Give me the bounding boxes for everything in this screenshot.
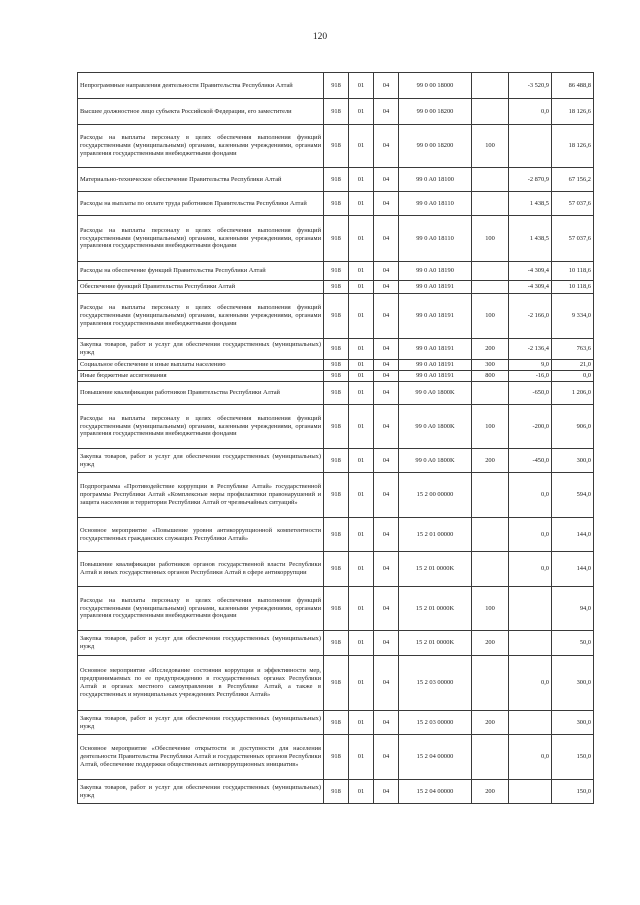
row-section-code: 01 [349, 216, 374, 262]
row-subsection-code: 04 [374, 711, 399, 735]
row-expense-type [472, 281, 509, 294]
row-subsection-code: 04 [374, 552, 399, 587]
row-section-code: 01 [349, 382, 374, 405]
table-row [78, 518, 594, 552]
row-expense-type: 100 [472, 294, 509, 339]
row-grbs-code: 918 [324, 449, 349, 473]
row-target-article: 15 2 04 00000 [399, 735, 472, 780]
row-total-amount: 57 037,6 [552, 192, 594, 216]
row-target-article: 99 0 A0 18110 [399, 216, 472, 262]
table-row [78, 371, 594, 382]
table-row [78, 281, 594, 294]
row-name: Расходы на выплаты персоналу в целях обеспечения выполнения функций государственными (муниципальными) органами, казенными учреждениями, органами управления государственными внебюджетными фондами [78, 405, 324, 449]
table-row [78, 587, 594, 631]
row-total-amount: 10 118,6 [552, 281, 594, 294]
row-section-code: 01 [349, 405, 374, 449]
row-subsection-code: 04 [374, 262, 399, 281]
row-grbs-code: 918 [324, 631, 349, 656]
row-change-amount: -2 166,0 [509, 294, 552, 339]
row-target-article: 99 0 A0 18191 [399, 371, 472, 382]
row-expense-type [472, 99, 509, 125]
table-row [78, 449, 594, 473]
table-row [78, 192, 594, 216]
row-total-amount: 300,0 [552, 449, 594, 473]
row-total-amount: 150,0 [552, 735, 594, 780]
row-subsection-code: 04 [374, 518, 399, 552]
row-section-code: 01 [349, 125, 374, 168]
page-number: 120 [312, 32, 328, 42]
row-expense-type [472, 73, 509, 99]
table-row [78, 339, 594, 360]
row-subsection-code: 04 [374, 382, 399, 405]
row-name: Материально-техническое обеспечение Правительства Республики Алтай [78, 168, 324, 192]
table-row [78, 405, 594, 449]
row-change-amount: 0,0 [509, 656, 552, 711]
row-expense-type [472, 735, 509, 780]
row-total-amount: 594,0 [552, 473, 594, 518]
row-expense-type: 800 [472, 371, 509, 382]
row-expense-type [472, 473, 509, 518]
row-subsection-code: 04 [374, 192, 399, 216]
row-total-amount: 763,6 [552, 339, 594, 360]
table-row [78, 216, 594, 262]
row-change-amount: 0,0 [509, 735, 552, 780]
row-change-amount: -650,0 [509, 382, 552, 405]
row-expense-type: 200 [472, 339, 509, 360]
row-target-article: 99 0 A0 18100 [399, 168, 472, 192]
row-target-article: 99 0 A0 18191 [399, 294, 472, 339]
row-expense-type [472, 552, 509, 587]
row-subsection-code: 04 [374, 631, 399, 656]
row-name: Основное мероприятие «Повышение уровня антикоррупционной компетентности государственных гражданских служащих Республики Алтай» [78, 518, 324, 552]
row-change-amount: 1 438,5 [509, 192, 552, 216]
row-total-amount: 300,0 [552, 711, 594, 735]
row-grbs-code: 918 [324, 382, 349, 405]
row-section-code: 01 [349, 360, 374, 371]
row-change-amount [509, 125, 552, 168]
row-name: Обеспечение функций Правительства Республики Алтай [78, 281, 324, 294]
table-row [78, 168, 594, 192]
row-name: Закупка товаров, работ и услуг для обеспечения государственных (муниципальных) нужд [78, 711, 324, 735]
row-change-amount [509, 587, 552, 631]
row-section-code: 01 [349, 281, 374, 294]
row-grbs-code: 918 [324, 518, 349, 552]
row-total-amount: 57 037,6 [552, 216, 594, 262]
row-target-article: 15 2 04 00000 [399, 780, 472, 804]
table-row [78, 780, 594, 804]
row-subsection-code: 04 [374, 371, 399, 382]
row-grbs-code: 918 [324, 735, 349, 780]
row-grbs-code: 918 [324, 168, 349, 192]
row-target-article: 15 2 01 0000K [399, 552, 472, 587]
row-grbs-code: 918 [324, 371, 349, 382]
row-change-amount: 0,0 [509, 99, 552, 125]
row-expense-type: 300 [472, 360, 509, 371]
row-subsection-code: 04 [374, 405, 399, 449]
row-change-amount: -2 870,9 [509, 168, 552, 192]
row-change-amount: -450,0 [509, 449, 552, 473]
row-target-article: 99 0 00 18000 [399, 73, 472, 99]
row-grbs-code: 918 [324, 281, 349, 294]
table-row [78, 711, 594, 735]
row-grbs-code: 918 [324, 405, 349, 449]
row-target-article: 15 2 01 0000K [399, 631, 472, 656]
row-grbs-code: 918 [324, 711, 349, 735]
row-section-code: 01 [349, 449, 374, 473]
row-target-article: 99 0 00 18200 [399, 125, 472, 168]
row-total-amount: 300,0 [552, 656, 594, 711]
row-section-code: 01 [349, 371, 374, 382]
row-change-amount: -4 309,4 [509, 281, 552, 294]
row-section-code: 01 [349, 192, 374, 216]
row-section-code: 01 [349, 262, 374, 281]
table-row [78, 125, 594, 168]
row-expense-type [472, 262, 509, 281]
row-change-amount [509, 711, 552, 735]
table-row [78, 99, 594, 125]
row-subsection-code: 04 [374, 73, 399, 99]
row-total-amount: 18 126,6 [552, 99, 594, 125]
row-subsection-code: 04 [374, 473, 399, 518]
row-total-amount: 67 156,2 [552, 168, 594, 192]
row-target-article: 99 0 A0 18191 [399, 360, 472, 371]
row-target-article: 99 0 A0 18191 [399, 339, 472, 360]
row-grbs-code: 918 [324, 99, 349, 125]
row-change-amount: -16,0 [509, 371, 552, 382]
row-name: Социальное обеспечение и иные выплаты населению [78, 360, 324, 371]
row-subsection-code: 04 [374, 99, 399, 125]
row-total-amount: 906,0 [552, 405, 594, 449]
row-expense-type: 100 [472, 216, 509, 262]
row-subsection-code: 04 [374, 294, 399, 339]
row-section-code: 01 [349, 518, 374, 552]
row-section-code: 01 [349, 99, 374, 125]
row-section-code: 01 [349, 656, 374, 711]
row-section-code: 01 [349, 735, 374, 780]
row-target-article: 15 2 03 00000 [399, 656, 472, 711]
row-total-amount: 144,0 [552, 552, 594, 587]
row-target-article: 99 0 A0 18191 [399, 281, 472, 294]
row-change-amount: 0,0 [509, 473, 552, 518]
row-grbs-code: 918 [324, 473, 349, 518]
row-name: Закупка товаров, работ и услуг для обеспечения государственных (муниципальных) нужд [78, 339, 324, 360]
row-expense-type: 100 [472, 405, 509, 449]
row-subsection-code: 04 [374, 281, 399, 294]
row-grbs-code: 918 [324, 125, 349, 168]
row-expense-type [472, 168, 509, 192]
row-total-amount: 10 118,6 [552, 262, 594, 281]
table-row [78, 73, 594, 99]
row-name: Расходы на выплаты персоналу в целях обеспечения выполнения функций государственными (муниципальными) органами, казенными учреждениями, органами управления государственными внебюджетными фондами [78, 294, 324, 339]
row-subsection-code: 04 [374, 656, 399, 711]
row-total-amount: 144,0 [552, 518, 594, 552]
row-target-article: 15 2 00 00000 [399, 473, 472, 518]
row-name: Основное мероприятие «Обеспечение открытости и доступности для населения деятельности Правительства Республики Алтай и государственных органов Республики Алтай, обеспечение поддержки общественных антикоррупционных инициатив» [78, 735, 324, 780]
row-grbs-code: 918 [324, 192, 349, 216]
row-grbs-code: 918 [324, 216, 349, 262]
row-total-amount: 0,0 [552, 371, 594, 382]
row-section-code: 01 [349, 168, 374, 192]
row-change-amount: 0,0 [509, 518, 552, 552]
row-expense-type: 200 [472, 631, 509, 656]
row-change-amount: -2 136,4 [509, 339, 552, 360]
row-target-article: 99 0 A0 18110 [399, 192, 472, 216]
row-name: Непрограммные направления деятельности Правительства Республики Алтай [78, 73, 324, 99]
row-change-amount [509, 631, 552, 656]
table-row [78, 552, 594, 587]
row-name: Закупка товаров, работ и услуг для обеспечения государственных (муниципальных) нужд [78, 449, 324, 473]
row-section-code: 01 [349, 631, 374, 656]
row-subsection-code: 04 [374, 360, 399, 371]
table-row [78, 735, 594, 780]
row-section-code: 01 [349, 711, 374, 735]
table-row [78, 262, 594, 281]
row-target-article: 99 0 A0 18190 [399, 262, 472, 281]
table-row [78, 382, 594, 405]
row-grbs-code: 918 [324, 780, 349, 804]
row-section-code: 01 [349, 780, 374, 804]
row-expense-type [472, 656, 509, 711]
row-name: Расходы на выплаты по оплате труда работников Правительства Республики Алтай [78, 192, 324, 216]
row-grbs-code: 918 [324, 73, 349, 99]
row-target-article: 99 0 A0 1800K [399, 405, 472, 449]
row-target-article: 15 2 03 00000 [399, 711, 472, 735]
row-change-amount [509, 780, 552, 804]
row-change-amount: 9,0 [509, 360, 552, 371]
row-target-article: 99 0 A0 1800K [399, 449, 472, 473]
row-name: Иные бюджетные ассигнования [78, 371, 324, 382]
row-subsection-code: 04 [374, 168, 399, 192]
row-name: Закупка товаров, работ и услуг для обеспечения государственных (муниципальных) нужд [78, 780, 324, 804]
table-row [78, 360, 594, 371]
row-name: Закупка товаров, работ и услуг для обеспечения государственных (муниципальных) нужд [78, 631, 324, 656]
row-total-amount: 150,0 [552, 780, 594, 804]
row-change-amount: -200,0 [509, 405, 552, 449]
row-change-amount: -4 309,4 [509, 262, 552, 281]
table-row [78, 631, 594, 656]
row-name: Расходы на выплаты персоналу в целях обеспечения выполнения функций государственными (муниципальными) органами, казенными учреждениями, органами управления государственными внебюджетными фондами [78, 125, 324, 168]
row-grbs-code: 918 [324, 552, 349, 587]
row-target-article: 99 0 00 18200 [399, 99, 472, 125]
table-row [78, 473, 594, 518]
table-row [78, 294, 594, 339]
row-subsection-code: 04 [374, 216, 399, 262]
row-expense-type: 100 [472, 587, 509, 631]
row-change-amount: 1 438,5 [509, 216, 552, 262]
budget-table [77, 72, 594, 804]
row-expense-type: 100 [472, 125, 509, 168]
row-total-amount: 1 206,0 [552, 382, 594, 405]
row-grbs-code: 918 [324, 587, 349, 631]
row-total-amount: 94,0 [552, 587, 594, 631]
row-name: Основное мероприятие «Исследование состояния коррупции и эффективности мер, предпринимаемых по ее предупреждению в государственных органах Республики Алтай и органах местного самоуправления в Республике Алтай, а также в государственных и муниципальных учреждениях Республики Алтай» [78, 656, 324, 711]
row-grbs-code: 918 [324, 656, 349, 711]
row-section-code: 01 [349, 339, 374, 360]
row-total-amount: 86 488,8 [552, 73, 594, 99]
row-grbs-code: 918 [324, 294, 349, 339]
row-name: Повышение квалификации работников органов государственной власти Республики Алтай и иных государственных органов Республики Алтай в сфере антикоррупции [78, 552, 324, 587]
row-name: Повышение квалификации работников Правительства Республики Алтай [78, 382, 324, 405]
row-expense-type [472, 192, 509, 216]
row-subsection-code: 04 [374, 780, 399, 804]
row-expense-type [472, 382, 509, 405]
row-target-article: 15 2 01 00000 [399, 518, 472, 552]
row-expense-type: 200 [472, 449, 509, 473]
row-subsection-code: 04 [374, 735, 399, 780]
row-section-code: 01 [349, 294, 374, 339]
row-total-amount: 9 334,0 [552, 294, 594, 339]
row-subsection-code: 04 [374, 339, 399, 360]
row-name: Подпрограмма «Противодействие коррупции в Республике Алтай» государственной программы Республики Алтай «Комплексные меры профилактики правонарушений и защита населения и территории Республики Алтай от чрезвычайных ситуаций» [78, 473, 324, 518]
row-expense-type: 200 [472, 780, 509, 804]
row-total-amount: 21,0 [552, 360, 594, 371]
row-grbs-code: 918 [324, 262, 349, 281]
row-target-article: 15 2 01 0000K [399, 587, 472, 631]
row-section-code: 01 [349, 587, 374, 631]
row-subsection-code: 04 [374, 587, 399, 631]
row-change-amount: -3 520,9 [509, 73, 552, 99]
row-name: Расходы на обеспечение функций Правительства Республики Алтай [78, 262, 324, 281]
row-name: Расходы на выплаты персоналу в целях обеспечения выполнения функций государственными (муниципальными) органами, казенными учреждениями, органами управления государственными внебюджетными фондами [78, 216, 324, 262]
row-subsection-code: 04 [374, 449, 399, 473]
row-section-code: 01 [349, 473, 374, 518]
row-name: Расходы на выплаты персоналу в целях обеспечения выполнения функций государственными (муниципальными) органами, казенными учреждениями, органами управления государственными внебюджетными фондами [78, 587, 324, 631]
row-expense-type [472, 518, 509, 552]
row-subsection-code: 04 [374, 125, 399, 168]
row-section-code: 01 [349, 73, 374, 99]
table-row [78, 656, 594, 711]
row-expense-type: 200 [472, 711, 509, 735]
row-section-code: 01 [349, 552, 374, 587]
row-name: Высшее должностное лицо субъекта Российской Федерации, его заместители [78, 99, 324, 125]
row-change-amount: 0,0 [509, 552, 552, 587]
row-grbs-code: 918 [324, 339, 349, 360]
row-grbs-code: 918 [324, 360, 349, 371]
row-total-amount: 18 126,6 [552, 125, 594, 168]
row-total-amount: 50,0 [552, 631, 594, 656]
row-target-article: 99 0 A0 1800K [399, 382, 472, 405]
